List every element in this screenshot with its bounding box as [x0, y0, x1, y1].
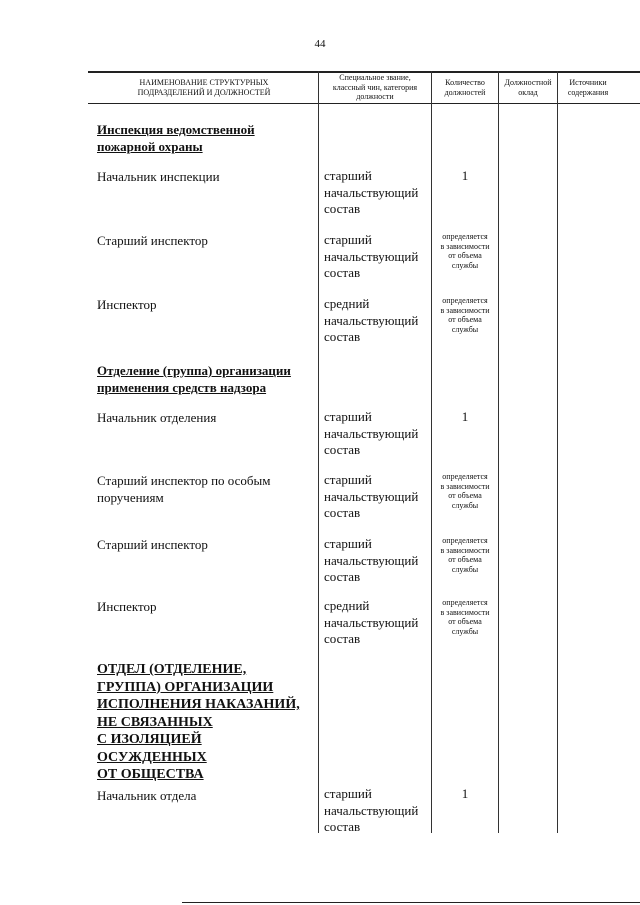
- rank-category: старший начальствующий состав: [324, 232, 419, 280]
- rank-category: старший начальствующий состав: [324, 786, 419, 834]
- position-quantity: 1: [461, 168, 469, 183]
- page-bottom-rule: [182, 902, 640, 903]
- header-name-column: НАИМЕНОВАНИЕ СТРУКТУРНЫХ ПОДРАЗДЕЛЕНИЙ И ДОЛЖНОСТЕЙ: [137, 78, 271, 97]
- position-name: Старший инспектор: [97, 537, 208, 552]
- position-quantity: определяется в зависимости от объема службы: [440, 536, 490, 574]
- position-name: Старший инспектор: [97, 233, 208, 248]
- position-quantity: определяется в зависимости от объема службы: [440, 598, 490, 636]
- position-name: Начальник инспекции: [97, 169, 220, 184]
- header-funding-column: Источники содержания: [567, 78, 609, 97]
- column-divider-3: [498, 71, 499, 833]
- header-quantity-column: Количество должностей: [444, 78, 486, 97]
- rank-category: старший начальствующий состав: [324, 409, 419, 457]
- position-quantity: 1: [461, 409, 469, 424]
- position-name: Начальник отделения: [97, 410, 217, 425]
- header-salary-column: Должностной оклад: [504, 78, 552, 97]
- position-name: Начальник отдела: [97, 788, 197, 803]
- section-title-fire-inspection: Инспекция ведомственной пожарной охраны: [97, 122, 255, 154]
- section-title-surveillance-unit: Отделение (группа) организации применения средств надзора: [97, 363, 291, 395]
- position-name: Инспектор: [97, 599, 157, 614]
- rank-category: старший начальствующий состав: [324, 168, 419, 216]
- rank-category: старший начальствующий состав: [324, 472, 419, 520]
- position-quantity: определяется в зависимости от объема службы: [440, 232, 490, 270]
- column-divider-4: [557, 71, 558, 833]
- position-quantity: 1: [461, 786, 469, 801]
- header-rank-column: Специальное звание, классный чин, категория должности: [332, 73, 418, 101]
- rank-category: средний начальствующий состав: [324, 296, 419, 344]
- rank-category: старший начальствующий состав: [324, 536, 419, 584]
- section-title-sentence-enforcement: ОТДЕЛ (ОТДЕЛЕНИЕ, ГРУППА) ОРГАНИЗАЦИИ ИСПОЛНЕНИЯ НАКАЗАНИЙ, НЕ СВЯЗАННЫХ С ИЗОЛЯЦИЕЙ ОСУЖДЕННЫХ ОТ ОБЩЕСТВА: [97, 662, 300, 782]
- position-quantity: определяется в зависимости от объема службы: [440, 472, 490, 510]
- rank-category: средний начальствующий состав: [324, 598, 419, 646]
- position-name: Инспектор: [97, 297, 157, 312]
- page-number: 44: [314, 38, 326, 50]
- position-name: Старший инспектор по особым поручениям: [97, 473, 271, 505]
- position-quantity: определяется в зависимости от объема службы: [440, 296, 490, 334]
- column-divider-1: [318, 71, 319, 833]
